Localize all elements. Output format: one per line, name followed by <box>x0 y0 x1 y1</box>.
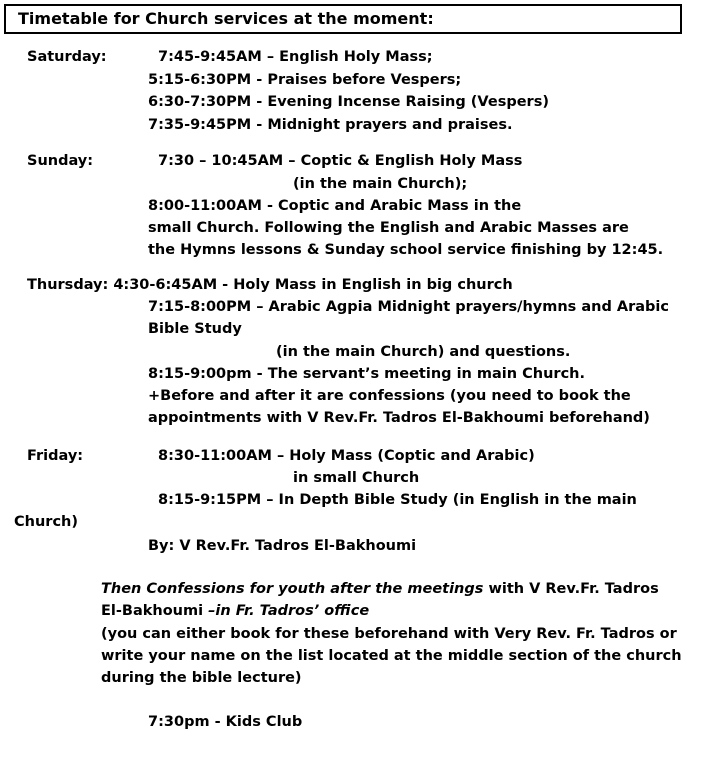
sunday-line-5: the Hymns lessons & Sunday school service finishing by 12:45. <box>148 242 664 258</box>
confessions-line-1-italic: Then Confessions for youth after the meetings <box>101 581 484 597</box>
sunday-line-4: small Church. Following the English and Arabic Masses are <box>148 220 629 236</box>
friday-line-4: Church) <box>14 514 78 530</box>
confessions-line-1-rest: with V Rev.Fr. Tadros <box>483 581 659 597</box>
sunday-label: Sunday: <box>27 153 94 169</box>
confessions-line-2 <box>101 602 369 620</box>
thursday-line-7: appointments with V Rev.Fr. Tadros El-Bakhoumi beforehand) <box>148 410 650 426</box>
friday-line-1: 8:30-11:00AM – Holy Mass (Coptic and Arabic) <box>158 448 535 464</box>
saturday-line-4: 7:35-9:45PM - Midnight prayers and praises. <box>148 117 513 133</box>
page-title: Timetable for Church services at the moment: <box>4 4 682 34</box>
thursday-line-2: 7:15-8:00PM – Arabic Agpia Midnight prayers/hymns and Arabic <box>148 299 669 315</box>
confessions-line-4: write your name on the list located at the middle section of the church <box>101 648 682 664</box>
friday-line-3: 8:15-9:15PM – In Depth Bible Study (in English in the main <box>158 492 637 508</box>
thursday-line-3: Bible Study <box>148 321 242 337</box>
confessions-line-2-start: El-Bakhoumi <box>101 603 209 619</box>
saturday-line-2: 5:15-6:30PM - Praises before Vespers; <box>148 72 462 88</box>
confessions-line-1 <box>101 580 659 598</box>
confessions-line-2-italic: –in Fr. Tadros’ office <box>208 603 370 619</box>
thursday-line-5: 8:15-9:00pm - The servant’s meeting in main Church. <box>148 366 586 382</box>
confessions-line-3: (you can either book for these beforehand with Very Rev. Fr. Tadros or <box>101 626 677 642</box>
friday-label: Friday: <box>27 448 84 464</box>
kids-club-line: 7:30pm - Kids Club <box>148 714 303 730</box>
saturday-label: Saturday: <box>27 49 107 65</box>
confessions-line-5: during the bible lecture) <box>101 670 302 686</box>
thursday-line-6: +Before and after it are confessions (you need to book the <box>148 388 631 404</box>
sunday-line-3: 8:00-11:00AM - Coptic and Arabic Mass in the <box>148 198 522 214</box>
sunday-line-2: (in the main Church); <box>293 176 468 192</box>
saturday-line-1: 7:45-9:45AM – English Holy Mass; <box>158 49 433 65</box>
thursday-line-1: Thursday: 4:30-6:45AM - Holy Mass in English in big church <box>27 277 513 293</box>
sunday-line-1: 7:30 – 10:45AM – Coptic & English Holy Mass <box>158 153 523 169</box>
thursday-line-4: (in the main Church) and questions. <box>276 344 571 360</box>
friday-line-2: in small Church <box>293 470 420 486</box>
saturday-line-3: 6:30-7:30PM - Evening Incense Raising (Vespers) <box>148 94 549 110</box>
friday-line-5: By: V Rev.Fr. Tadros El-Bakhoumi <box>148 538 417 554</box>
